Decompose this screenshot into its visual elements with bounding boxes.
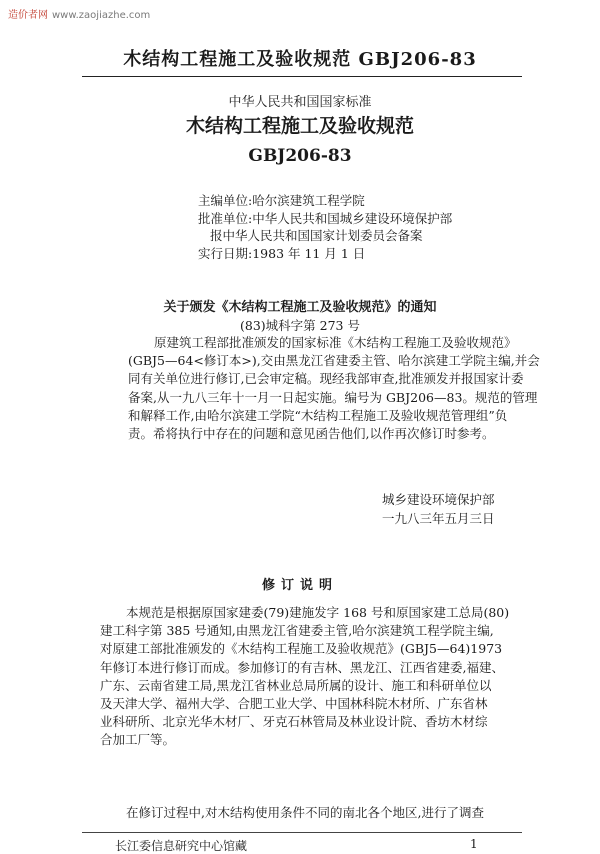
revision-line: 本规范是根据原国家建委(79)建施发字 168 号和原国家建工总局(80) <box>126 605 510 620</box>
watermark-label: 造价者网 <box>8 10 48 21</box>
notice-number: (83)城科字第 273 号 <box>240 318 360 333</box>
revision-line: 年修订本进行修订而成。参加修订的有吉林、黑龙江、江西省建委,福建、 <box>100 659 504 675</box>
running-title: 木结构工程施工及验收规范 GBJ206-83 <box>123 49 477 70</box>
revision-line: 及天津大学、福州大学、合肥工业大学、中国林科院木材所、广东省林 <box>100 696 488 712</box>
revision-line: 对原建工部批准颁发的《木结构工程施工及验收规范》(GBJ5—64)1973 <box>100 641 503 657</box>
editor-unit: 主编单位:哈尔滨建筑工程学院 <box>198 193 365 208</box>
notice-line: 责。希将执行中存在的问题和意见函告他们,以作再次修订时参考。 <box>128 426 495 442</box>
document-metadata <box>198 192 452 262</box>
approval-unit: 批准单位:中华人民共和国城乡建设环境保护部 <box>198 210 453 226</box>
footer-archive-note: 长江委信息研究中心馆藏 <box>115 839 248 853</box>
watermark-site: www.zaojiazhe.com <box>52 10 151 21</box>
notice-body <box>128 334 540 443</box>
revision-body <box>100 604 520 750</box>
signature-organization: 城乡建设环境保护部 <box>382 492 495 507</box>
effective-date: 实行日期:1983 年 11 月 1 日 <box>198 245 366 261</box>
notice-signature <box>382 491 495 528</box>
notice-line: 同有关单位进行修订,已会审定稿。现经我部审查,批准颁发并报国家计委 <box>128 371 524 387</box>
standard-label: 中华人民共和国国家标准 <box>228 95 372 110</box>
revision-line: 业科研所、北京光华木材厂、牙克石林管局及林业设计院、香坊木材综 <box>100 714 488 730</box>
revision-body-2 <box>100 804 520 822</box>
footer-rule <box>82 832 522 833</box>
notice-line: 和解释工作,由哈尔滨建工学院“木结构工程施工及验收规范管理组”负 <box>128 407 508 423</box>
revision-line: 广东、云南省建工局,黑龙江省林业总局所属的设计、施工和科研单位以 <box>100 677 492 693</box>
notice-line: 原建筑工程部批准颁发的国家标准《木结构工程施工及验收规范》 <box>154 335 517 350</box>
page-number: 1 <box>470 837 478 851</box>
revision-line: 建工科字第 385 号通知,由黑龙江省建委主管,哈尔滨建筑工程学院主编, <box>100 623 494 639</box>
signature-date: 一九八三年五月三日 <box>382 510 495 526</box>
revision-line: 在修订过程中,对木结构使用条件不同的南北各个地区,进行了调查 <box>126 805 484 820</box>
notice-line: 备案,从一九八三年十一月一日起实施。编号为 GBJ206—83。规范的管理 <box>128 389 538 405</box>
standard-code: GBJ206-83 <box>248 146 352 166</box>
revision-title: 修订说明 <box>261 578 338 593</box>
header-rule <box>82 76 522 77</box>
notice-line: (GBJ5—64<修订本>),交由黑龙江省建委主管、哈尔滨建工学院主编,并会 <box>128 353 540 369</box>
notice-title: 关于颁发《木结构工程施工及验收规范》的通知 <box>163 300 437 315</box>
watermark <box>8 6 150 21</box>
document-title: 木结构工程施工及验收规范 <box>185 115 414 137</box>
approval-filing: 报中华人民共和国国家计划委员会备案 <box>210 228 423 243</box>
revision-line: 合加工厂等。 <box>100 732 176 748</box>
